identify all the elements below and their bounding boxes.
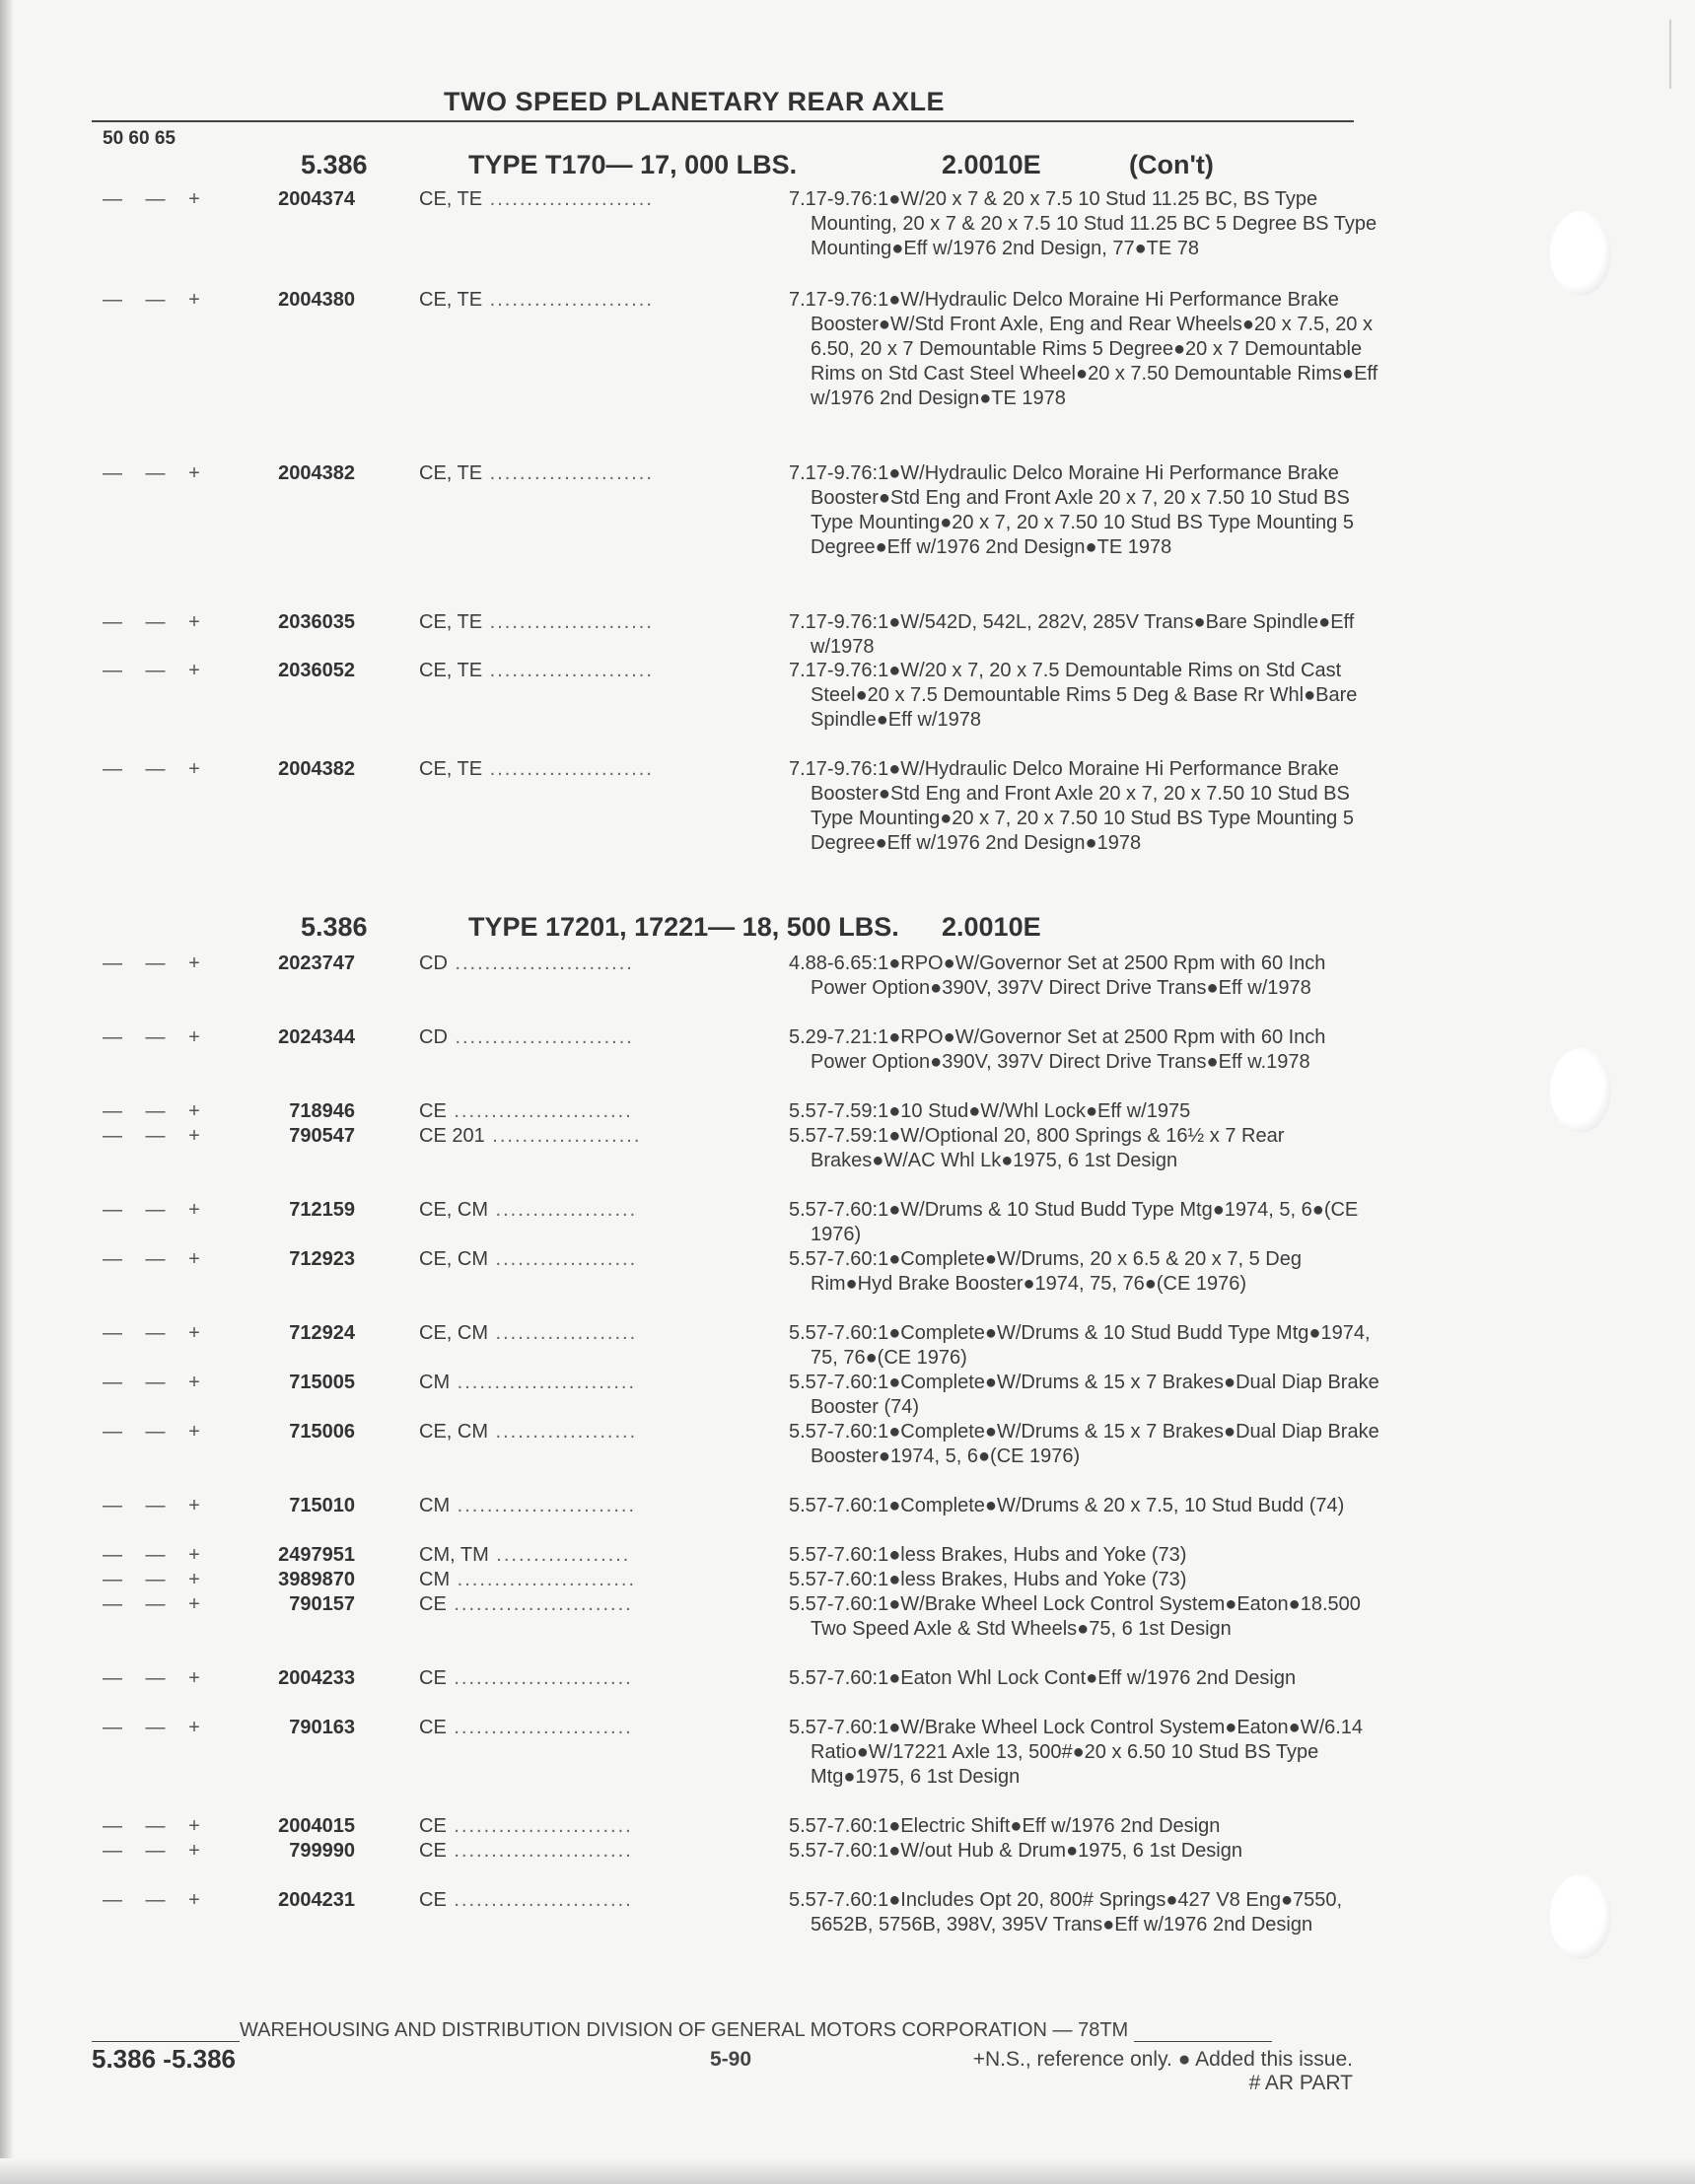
footer-division: WAREHOUSING AND DISTRIBUTION DIVISION OF GENERAL MOTORS CORPORATION — 78TM	[240, 2019, 1129, 2041]
year-marks: — — +	[103, 952, 209, 974]
part-number: 2004233	[278, 1667, 355, 1689]
model-codes: CE ........................	[419, 1815, 633, 1837]
part-number: 2004382	[278, 462, 355, 484]
part-number: 715010	[289, 1495, 355, 1516]
part-number: 2024344	[278, 1026, 355, 1048]
model-codes: CE ........................	[419, 1593, 633, 1615]
part-description: 5.57-7.60:1●W/out Hub & Drum●1975, 6 1st Design	[789, 1840, 1242, 1862]
year-marks: — — +	[103, 660, 209, 681]
section-number: 5.386	[301, 912, 368, 942]
part-description: 5.29-7.21:1●RPO●W/Governor Set at 2500 Rpm with 60 Inch Power Option●390V, 397V Direct Drive Trans●Eff w.1978	[789, 1026, 1326, 1073]
part-description: 7.17-9.76:1●W/542D, 542L, 282V, 285V Trans●Bare Spindle●Eff w/1978	[789, 611, 1355, 658]
part-description: 5.57-7.59:1●10 Stud●W/Whl Lock●Eff w/1975	[789, 1100, 1191, 1122]
year-marks: — — +	[103, 1199, 209, 1221]
part-number: 712924	[289, 1322, 355, 1344]
part-number: 3989870	[278, 1569, 355, 1590]
model-codes: CE, TE ......................	[419, 758, 654, 780]
part-description: 5.57-7.60:1●W/Drums & 10 Stud Budd Type Mtg●1974, 5, 6●(CE 1976)	[789, 1199, 1359, 1245]
footer-division-line	[92, 2019, 1354, 2042]
model-codes: CM ........................	[419, 1372, 637, 1393]
model-codes: CE, TE ......................	[419, 462, 654, 484]
year-marks: — — +	[103, 1100, 209, 1122]
part-number: 718946	[289, 1100, 355, 1122]
page-number: 5-90	[710, 2048, 752, 2071]
part-description: 7.17-9.76:1●W/20 x 7, 20 x 7.5 Demountable Rims on Std Cast Steel●20 x 7.5 Demountable Rims 5 Deg & Base Rr Whl●Bare Spindle●Eff w/1978	[789, 660, 1358, 731]
footer-range: 5.386 -5.386	[92, 2044, 237, 2074]
part-description: 7.17-9.76:1●W/Hydraulic Delco Moraine Hi Performance Brake Booster●Std Eng and Front Axle 20 x 7, 20 x 7.50 10 Stud BS Type Mounting●20 x 7, 20 x 7.50 10 Stud BS Type Mounting 5 Degree●Eff w/1976 2nd Design●1978	[789, 758, 1354, 854]
footer-ar-part: # AR PART	[1248, 2072, 1353, 2094]
model-codes: CE, TE ......................	[419, 611, 654, 633]
year-marks: — — +	[103, 462, 209, 484]
part-number: 2036035	[278, 611, 355, 633]
model-codes: CE ........................	[419, 1840, 633, 1862]
part-description: 5.57-7.60:1●less Brakes, Hubs and Yoke (73)	[789, 1569, 1187, 1590]
part-number: 790163	[289, 1717, 355, 1738]
part-number: 2004015	[278, 1815, 355, 1837]
year-marks: — — +	[103, 1815, 209, 1837]
year-marks: — — +	[103, 1026, 209, 1048]
section-continued: (Con't)	[1129, 150, 1214, 179]
part-number: 2004231	[278, 1889, 355, 1911]
model-codes: CE ........................	[419, 1100, 633, 1122]
part-number: 712923	[289, 1248, 355, 1270]
part-description: 5.57-7.60:1●W/Brake Wheel Lock Control System●Eaton●18.500 Two Speed Axle & Std Wheels●75, 6 1st Design	[789, 1593, 1361, 1640]
part-number: 2004380	[278, 289, 355, 311]
year-marks: — — +	[103, 1372, 209, 1393]
part-number: 790547	[289, 1125, 355, 1147]
part-description: 5.57-7.59:1●W/Optional 20, 800 Springs & 16½ x 7 Rear Brakes●W/AC Whl Lk●1975, 6 1st Design	[789, 1125, 1285, 1171]
year-marks: — — +	[103, 1889, 209, 1911]
model-codes: CM ........................	[419, 1495, 637, 1516]
year-marks: — — +	[103, 1569, 209, 1590]
part-description: 5.57-7.60:1●Eaton Whl Lock Cont●Eff w/1976 2nd Design	[789, 1667, 1297, 1689]
year-marks: — — +	[103, 1322, 209, 1344]
year-marks: — — +	[103, 1667, 209, 1689]
part-description: 7.17-9.76:1●W/Hydraulic Delco Moraine Hi Performance Brake Booster●Std Eng and Front Axle 20 x 7, 20 x 7.50 10 Stud BS Type Mounting●20 x 7, 20 x 7.50 10 Stud BS Type Mounting 5 Degree●Eff w/1976 2nd Design●TE 1978	[789, 462, 1354, 558]
part-number: 790157	[289, 1593, 355, 1615]
part-number: 2004374	[278, 188, 355, 210]
part-number: 715006	[289, 1421, 355, 1443]
binder-hole-top	[1550, 211, 1611, 296]
binder-hole-bottom	[1550, 1874, 1611, 1959]
year-marks: — — +	[103, 1421, 209, 1443]
year-marks: — — +	[103, 1717, 209, 1738]
year-marks: — — +	[103, 1248, 209, 1270]
model-codes: CE, CM ...................	[419, 1322, 638, 1344]
part-number: 2023747	[278, 952, 355, 974]
part-number: 2036052	[278, 660, 355, 681]
section-header	[0, 150, 1695, 181]
header-rule	[92, 120, 1354, 122]
model-codes: CM, TM ..................	[419, 1544, 631, 1566]
part-description: 5.57-7.60:1●W/Brake Wheel Lock Control System●Eaton●W/6.14 Ratio●W/17221 Axle 13, 500#●20 x 6.50 10 Stud BS Type Mtg●1975, 6 1st Design	[789, 1717, 1364, 1788]
part-number: 2497951	[278, 1544, 355, 1566]
section-group: 2.0010E	[942, 912, 1041, 942]
year-marks: — — +	[103, 188, 209, 210]
part-number: 715005	[289, 1372, 355, 1393]
model-codes: CE, CM ...................	[419, 1199, 638, 1221]
footer-legend: +N.S., reference only. ● Added this issue.	[972, 2048, 1353, 2071]
model-codes: CE, CM ...................	[419, 1248, 638, 1270]
year-marks: — — +	[103, 758, 209, 780]
section-type: TYPE 17201, 17221— 18, 500 LBS.	[468, 912, 899, 942]
model-codes: CE, CM ...................	[419, 1421, 638, 1443]
page-left-shadow	[0, 0, 14, 2184]
year-marks: — — +	[103, 1495, 209, 1516]
part-description: 5.57-7.60:1●Complete●W/Drums & 20 x 7.5, 10 Stud Budd (74)	[789, 1495, 1345, 1516]
model-codes: CE, TE ......................	[419, 660, 654, 681]
page-edge-mark	[1669, 20, 1671, 89]
binder-hole-middle	[1550, 1048, 1611, 1133]
part-description: 5.57-7.60:1●less Brakes, Hubs and Yoke (73)	[789, 1544, 1187, 1566]
years-header: 50 60 65	[103, 128, 176, 149]
model-codes: CE ........................	[419, 1889, 633, 1911]
model-codes: CD ........................	[419, 1026, 634, 1048]
section-group: 2.0010E	[942, 150, 1041, 179]
part-number: 799990	[289, 1840, 355, 1862]
year-marks: — — +	[103, 1840, 209, 1862]
year-marks: — — +	[103, 611, 209, 633]
part-description: 7.17-9.76:1●W/Hydraulic Delco Moraine Hi Performance Brake Booster●W/Std Front Axle, Eng and Rear Wheels●20 x 7.5, 20 x 6.50, 20 x 7 Demountable Rims 5 Degree●20 x 7 Demountable Rims on Std Cast Steel Wheel●20 x 7.50 Demountable Rims●Eff w/1976 2nd Design●TE 1978	[789, 289, 1378, 409]
part-description: 5.57-7.60:1●Includes Opt 20, 800# Springs●427 V8 Eng●7550, 5652B, 5756B, 398V, 395V Trans●Eff w/1976 2nd Design	[789, 1889, 1343, 1936]
year-marks: — — +	[103, 1125, 209, 1147]
part-description: 5.57-7.60:1●Complete●W/Drums, 20 x 6.5 & 20 x 7, 5 Deg Rim●Hyd Brake Booster●1974, 75, 76●(CE 1976)	[789, 1248, 1302, 1295]
page-bottom-shadow	[0, 2158, 1695, 2184]
part-number: 712159	[289, 1199, 355, 1221]
model-codes: CE 201 ....................	[419, 1125, 642, 1147]
year-marks: — — +	[103, 289, 209, 311]
model-codes: CM ........................	[419, 1569, 637, 1590]
part-description: 7.17-9.76:1●W/20 x 7 & 20 x 7.5 10 Stud 11.25 BC, BS Type Mounting, 20 x 7 & 20 x 7.5 10 Stud 11.25 BC 5 Degree BS Type Mounting●Eff w/1976 2nd Design, 77●TE 78	[789, 188, 1377, 259]
model-codes: CE ........................	[419, 1667, 633, 1689]
part-description: 5.57-7.60:1●Electric Shift●Eff w/1976 2nd Design	[789, 1815, 1221, 1837]
section-header	[0, 912, 1695, 944]
part-description: 5.57-7.60:1●Complete●W/Drums & 15 x 7 Brakes●Dual Diap Brake Booster (74)	[789, 1372, 1379, 1418]
part-description: 4.88-6.65:1●RPO●W/Governor Set at 2500 Rpm with 60 Inch Power Option●390V, 397V Direct Drive Trans●Eff w/1978	[789, 952, 1326, 999]
model-codes: CE ........................	[419, 1717, 633, 1738]
part-description: 5.57-7.60:1●Complete●W/Drums & 15 x 7 Brakes●Dual Diap Brake Booster●1974, 5, 6●(CE 1976)	[789, 1421, 1379, 1467]
year-marks: — — +	[103, 1544, 209, 1566]
model-codes: CE, TE ......................	[419, 289, 654, 311]
section-type: TYPE T170— 17, 000 LBS.	[468, 150, 798, 179]
year-marks: — — +	[103, 1593, 209, 1615]
page-title: TWO SPEED PLANETARY REAR AXLE	[444, 87, 946, 116]
section-number: 5.386	[301, 150, 368, 179]
part-number: 2004382	[278, 758, 355, 780]
model-codes: CD ........................	[419, 952, 634, 974]
model-codes: CE, TE ......................	[419, 188, 654, 210]
part-description: 5.57-7.60:1●Complete●W/Drums & 10 Stud Budd Type Mtg●1974, 75, 76●(CE 1976)	[789, 1322, 1371, 1369]
